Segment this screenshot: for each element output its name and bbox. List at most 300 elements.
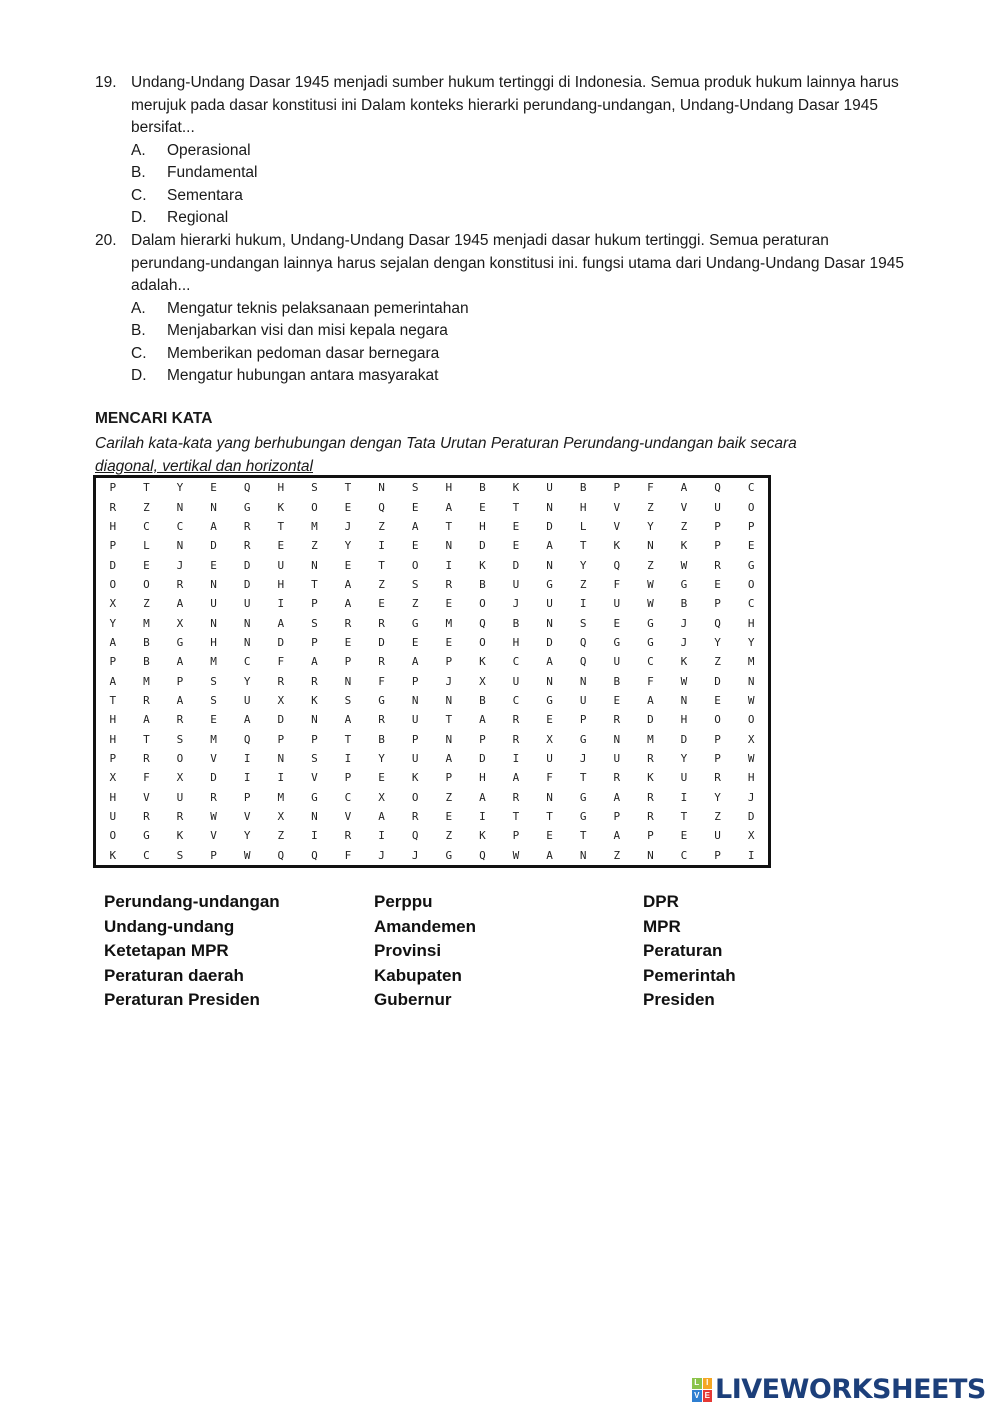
grid-cell[interactable]: R bbox=[176, 810, 184, 824]
grid-cell[interactable]: P bbox=[277, 732, 285, 746]
grid-cell[interactable]: H bbox=[479, 771, 486, 785]
grid-cell[interactable]: I bbox=[243, 771, 251, 785]
grid-cell[interactable]: R bbox=[512, 732, 520, 746]
grid-cell[interactable]: P bbox=[714, 732, 721, 746]
grid-cell[interactable]: U bbox=[613, 655, 621, 669]
grid-cell[interactable]: Z bbox=[613, 848, 621, 862]
grid-cell[interactable]: Z bbox=[143, 597, 150, 611]
grid-cell[interactable]: U bbox=[277, 558, 285, 572]
grid-cell[interactable]: P bbox=[109, 655, 117, 669]
grid-cell[interactable]: U bbox=[613, 752, 621, 766]
grid-cell[interactable]: A bbox=[344, 577, 352, 591]
grid-cell[interactable]: R bbox=[143, 810, 150, 824]
grid-cell[interactable]: G bbox=[378, 694, 385, 708]
grid-cell[interactable]: A bbox=[311, 655, 318, 669]
grid-cell[interactable]: P bbox=[344, 771, 352, 785]
grid-cell[interactable]: I bbox=[344, 752, 352, 766]
grid-cell[interactable]: R bbox=[109, 500, 117, 514]
grid-cell[interactable]: E bbox=[210, 558, 217, 572]
grid-cell[interactable]: D bbox=[680, 732, 688, 746]
grid-cell[interactable]: J bbox=[579, 752, 587, 766]
grid-cell[interactable]: O bbox=[747, 577, 755, 591]
grid-cell[interactable]: S bbox=[311, 481, 318, 495]
grid-cell[interactable]: E bbox=[714, 577, 721, 591]
grid-cell[interactable]: T bbox=[579, 829, 587, 843]
grid-cell[interactable]: B bbox=[143, 635, 150, 649]
grid-cell[interactable]: H bbox=[277, 481, 285, 495]
grid-cell[interactable]: E bbox=[445, 810, 453, 824]
grid-cell[interactable]: J bbox=[176, 558, 184, 572]
grid-cell[interactable]: X bbox=[109, 771, 117, 785]
grid-cell[interactable]: J bbox=[378, 848, 385, 862]
grid-cell[interactable]: U bbox=[243, 597, 251, 611]
grid-cell[interactable]: T bbox=[344, 481, 352, 495]
grid-cell[interactable]: A bbox=[176, 655, 184, 669]
grid-cell[interactable]: N bbox=[243, 635, 251, 649]
grid-cell[interactable]: X bbox=[747, 829, 755, 843]
grid-cell[interactable]: E bbox=[613, 694, 621, 708]
grid-cell[interactable]: X bbox=[277, 694, 285, 708]
grid-cell[interactable]: E bbox=[512, 539, 520, 553]
grid-cell[interactable]: K bbox=[479, 558, 486, 572]
grid-cell[interactable]: N bbox=[311, 810, 318, 824]
grid-cell[interactable]: A bbox=[411, 519, 419, 533]
grid-cell[interactable]: E bbox=[512, 519, 520, 533]
grid-cell[interactable]: C bbox=[176, 519, 184, 533]
grid-cell[interactable]: A bbox=[479, 713, 486, 727]
grid-cell[interactable]: M bbox=[311, 519, 318, 533]
grid-cell[interactable]: G bbox=[647, 616, 654, 630]
grid-cell[interactable]: P bbox=[479, 732, 486, 746]
grid-cell[interactable]: S bbox=[411, 481, 419, 495]
grid-cell[interactable]: G bbox=[747, 558, 755, 572]
grid-cell[interactable]: Z bbox=[647, 558, 654, 572]
grid-cell[interactable]: I bbox=[277, 771, 285, 785]
grid-cell[interactable]: S bbox=[311, 616, 318, 630]
grid-cell[interactable]: V bbox=[344, 810, 352, 824]
grid-cell[interactable]: H bbox=[512, 635, 520, 649]
grid-cell[interactable]: P bbox=[714, 848, 721, 862]
grid-cell[interactable]: D bbox=[747, 810, 755, 824]
grid-cell[interactable]: I bbox=[747, 848, 755, 862]
grid-cell[interactable]: Z bbox=[579, 577, 587, 591]
grid-cell[interactable]: O bbox=[479, 635, 486, 649]
grid-cell[interactable]: R bbox=[344, 616, 352, 630]
grid-cell[interactable]: Q bbox=[411, 829, 419, 843]
grid-cell[interactable]: V bbox=[210, 752, 217, 766]
grid-cell[interactable]: K bbox=[479, 829, 486, 843]
grid-cell[interactable]: G bbox=[546, 577, 553, 591]
grid-cell[interactable]: B bbox=[479, 694, 486, 708]
grid-cell[interactable]: O bbox=[176, 752, 184, 766]
grid-cell[interactable]: A bbox=[378, 810, 385, 824]
grid-cell[interactable]: F bbox=[546, 771, 553, 785]
grid-cell[interactable]: R bbox=[311, 674, 318, 688]
grid-cell[interactable]: M bbox=[143, 616, 150, 630]
grid-cell[interactable]: R bbox=[647, 790, 654, 804]
grid-cell[interactable]: F bbox=[613, 577, 621, 591]
grid-cell[interactable]: C bbox=[647, 655, 654, 669]
grid-cell[interactable]: U bbox=[613, 597, 621, 611]
grid-cell[interactable]: I bbox=[277, 597, 285, 611]
grid-cell[interactable]: G bbox=[680, 577, 688, 591]
grid-cell[interactable]: A bbox=[109, 635, 117, 649]
grid-cell[interactable]: O bbox=[714, 713, 721, 727]
grid-cell[interactable]: I bbox=[378, 539, 385, 553]
grid-cell[interactable]: G bbox=[546, 694, 553, 708]
grid-cell[interactable]: Z bbox=[378, 577, 385, 591]
grid-cell[interactable]: O bbox=[311, 500, 318, 514]
grid-cell[interactable]: N bbox=[277, 752, 285, 766]
grid-cell[interactable]: N bbox=[210, 577, 217, 591]
grid-cell[interactable]: P bbox=[714, 752, 721, 766]
grid-cell[interactable]: H bbox=[680, 713, 688, 727]
grid-cell[interactable]: C bbox=[243, 655, 251, 669]
grid-cell[interactable]: P bbox=[311, 635, 318, 649]
grid-cell[interactable]: H bbox=[579, 500, 587, 514]
grid-cell[interactable]: A bbox=[277, 616, 285, 630]
grid-cell[interactable]: I bbox=[479, 810, 486, 824]
grid-cell[interactable]: A bbox=[680, 481, 688, 495]
grid-cell[interactable]: I bbox=[680, 790, 688, 804]
grid-cell[interactable]: Q bbox=[243, 732, 251, 746]
grid-cell[interactable]: Y bbox=[109, 616, 117, 630]
grid-cell[interactable]: Q bbox=[479, 848, 486, 862]
grid-cell[interactable]: P bbox=[176, 674, 184, 688]
grid-cell[interactable]: K bbox=[277, 500, 285, 514]
grid-cell[interactable]: M bbox=[143, 674, 150, 688]
grid-cell[interactable]: Y bbox=[344, 539, 352, 553]
grid-cell[interactable]: W bbox=[680, 674, 688, 688]
grid-cell[interactable]: E bbox=[411, 539, 419, 553]
grid-cell[interactable]: X bbox=[546, 732, 553, 746]
grid-cell[interactable]: W bbox=[512, 848, 520, 862]
grid-cell[interactable]: J bbox=[747, 790, 755, 804]
grid-cell[interactable]: K bbox=[176, 829, 184, 843]
option-a[interactable] bbox=[131, 140, 905, 163]
grid-cell[interactable]: D bbox=[512, 558, 520, 572]
grid-cell[interactable]: T bbox=[311, 577, 318, 591]
grid-cell[interactable]: R bbox=[613, 771, 621, 785]
grid-cell[interactable]: E bbox=[445, 635, 453, 649]
grid-cell[interactable]: N bbox=[210, 616, 217, 630]
grid-cell[interactable]: A bbox=[546, 539, 553, 553]
grid-cell[interactable]: U bbox=[243, 694, 251, 708]
grid-cell[interactable]: N bbox=[176, 539, 184, 553]
grid-cell[interactable]: M bbox=[277, 790, 285, 804]
grid-cell[interactable]: D bbox=[647, 713, 654, 727]
grid-cell[interactable]: M bbox=[210, 655, 217, 669]
grid-cell[interactable]: R bbox=[411, 810, 419, 824]
grid-cell[interactable]: F bbox=[143, 771, 150, 785]
grid-cell[interactable]: X bbox=[109, 597, 117, 611]
grid-cell[interactable]: C bbox=[512, 694, 520, 708]
grid-cell[interactable]: C bbox=[747, 481, 755, 495]
grid-cell[interactable]: E bbox=[546, 713, 553, 727]
grid-cell[interactable]: P bbox=[714, 519, 721, 533]
grid-cell[interactable]: T bbox=[680, 810, 688, 824]
grid-cell[interactable]: R bbox=[344, 829, 352, 843]
grid-cell[interactable]: E bbox=[747, 539, 755, 553]
grid-cell[interactable]: R bbox=[378, 616, 385, 630]
grid-cell[interactable]: Q bbox=[277, 848, 285, 862]
grid-cell[interactable]: R bbox=[647, 752, 654, 766]
grid-cell[interactable]: T bbox=[445, 713, 453, 727]
grid-cell[interactable]: P bbox=[411, 732, 419, 746]
grid-cell[interactable]: N bbox=[176, 500, 184, 514]
grid-cell[interactable]: C bbox=[143, 519, 150, 533]
grid-cell[interactable]: P bbox=[747, 519, 755, 533]
grid-cell[interactable]: Z bbox=[647, 500, 654, 514]
grid-cell[interactable]: N bbox=[579, 848, 587, 862]
grid-cell[interactable]: T bbox=[344, 732, 352, 746]
grid-cell[interactable]: D bbox=[210, 771, 217, 785]
grid-cell[interactable]: S bbox=[176, 848, 184, 862]
grid-cell[interactable]: A bbox=[344, 713, 352, 727]
grid-cell[interactable]: E bbox=[344, 558, 352, 572]
grid-cell[interactable]: T bbox=[546, 810, 553, 824]
grid-cell[interactable]: V bbox=[311, 771, 318, 785]
grid-cell[interactable]: R bbox=[378, 655, 385, 669]
grid-cell[interactable]: I bbox=[243, 752, 251, 766]
grid-cell[interactable]: P bbox=[344, 655, 352, 669]
grid-cell[interactable]: S bbox=[210, 694, 217, 708]
grid-cell[interactable]: U bbox=[546, 752, 553, 766]
grid-cell[interactable]: T bbox=[277, 519, 285, 533]
grid-cell[interactable]: K bbox=[512, 481, 520, 495]
grid-cell[interactable]: S bbox=[579, 616, 587, 630]
grid-cell[interactable]: U bbox=[109, 810, 117, 824]
grid-cell[interactable]: C bbox=[747, 597, 755, 611]
grid-cell[interactable]: Y bbox=[647, 519, 654, 533]
grid-cell[interactable]: R bbox=[647, 810, 654, 824]
grid-cell[interactable]: K bbox=[680, 655, 688, 669]
grid-cell[interactable]: R bbox=[143, 752, 150, 766]
grid-cell[interactable]: Z bbox=[411, 597, 419, 611]
grid-cell[interactable]: O bbox=[479, 597, 486, 611]
grid-cell[interactable]: P bbox=[109, 481, 117, 495]
grid-cell[interactable]: U bbox=[210, 597, 217, 611]
grid-cell[interactable]: V bbox=[210, 829, 217, 843]
grid-cell[interactable]: D bbox=[277, 635, 285, 649]
grid-cell[interactable]: Z bbox=[714, 810, 721, 824]
grid-cell[interactable]: P bbox=[109, 752, 117, 766]
grid-cell[interactable]: U bbox=[546, 597, 553, 611]
grid-cell[interactable]: N bbox=[613, 732, 621, 746]
grid-cell[interactable]: Y bbox=[176, 481, 184, 495]
grid-cell[interactable]: D bbox=[243, 577, 251, 591]
grid-cell[interactable]: E bbox=[277, 539, 285, 553]
grid-cell[interactable]: N bbox=[445, 732, 453, 746]
grid-cell[interactable]: C bbox=[344, 790, 352, 804]
grid-cell[interactable]: T bbox=[512, 810, 520, 824]
grid-cell[interactable]: V bbox=[613, 500, 621, 514]
grid-cell[interactable]: N bbox=[546, 558, 553, 572]
grid-cell[interactable]: G bbox=[243, 500, 251, 514]
grid-cell[interactable]: P bbox=[647, 829, 654, 843]
grid-cell[interactable]: T bbox=[109, 694, 117, 708]
grid-cell[interactable]: B bbox=[479, 481, 486, 495]
grid-cell[interactable]: C bbox=[143, 848, 150, 862]
grid-cell[interactable]: D bbox=[546, 635, 553, 649]
grid-cell[interactable]: G bbox=[579, 810, 587, 824]
grid-cell[interactable]: B bbox=[613, 674, 621, 688]
grid-cell[interactable]: R bbox=[243, 539, 251, 553]
grid-cell[interactable]: A bbox=[176, 597, 184, 611]
grid-cell[interactable]: U bbox=[512, 674, 520, 688]
grid-cell[interactable]: D bbox=[479, 752, 486, 766]
grid-cell[interactable]: T bbox=[445, 519, 453, 533]
grid-cell[interactable]: Q bbox=[613, 558, 621, 572]
grid-cell[interactable]: P bbox=[210, 848, 217, 862]
grid-cell[interactable]: I bbox=[579, 597, 587, 611]
grid-cell[interactable]: N bbox=[311, 713, 318, 727]
grid-cell[interactable]: T bbox=[143, 481, 150, 495]
grid-cell[interactable]: P bbox=[243, 790, 251, 804]
grid-cell[interactable]: G bbox=[311, 790, 318, 804]
grid-cell[interactable]: S bbox=[311, 752, 318, 766]
grid-cell[interactable]: S bbox=[411, 577, 419, 591]
grid-cell[interactable]: Q bbox=[579, 635, 587, 649]
grid-cell[interactable]: I bbox=[311, 829, 318, 843]
grid-cell[interactable]: R bbox=[176, 713, 184, 727]
grid-cell[interactable]: N bbox=[243, 616, 251, 630]
grid-cell[interactable]: X bbox=[176, 616, 184, 630]
grid-cell[interactable]: P bbox=[579, 713, 587, 727]
grid-cell[interactable]: E bbox=[210, 481, 217, 495]
grid-cell[interactable]: D bbox=[546, 519, 553, 533]
grid-cell[interactable]: P bbox=[714, 539, 721, 553]
grid-cell[interactable]: Y bbox=[714, 635, 721, 649]
grid-cell[interactable]: H bbox=[109, 732, 117, 746]
grid-cell[interactable]: U bbox=[714, 500, 721, 514]
grid-cell[interactable]: E bbox=[613, 616, 621, 630]
grid-cell[interactable]: V bbox=[243, 810, 251, 824]
grid-cell[interactable]: H bbox=[445, 481, 453, 495]
grid-cell[interactable]: R bbox=[243, 519, 251, 533]
grid-cell[interactable]: T bbox=[579, 771, 587, 785]
grid-cell[interactable]: A bbox=[479, 790, 486, 804]
grid-cell[interactable]: Y bbox=[579, 558, 587, 572]
grid-cell[interactable]: P bbox=[445, 655, 453, 669]
grid-cell[interactable]: W bbox=[747, 694, 755, 708]
grid-cell[interactable]: W bbox=[647, 597, 654, 611]
grid-cell[interactable]: E bbox=[680, 829, 688, 843]
grid-cell[interactable]: N bbox=[411, 694, 419, 708]
grid-cell[interactable]: N bbox=[445, 694, 453, 708]
grid-cell[interactable]: E bbox=[411, 500, 419, 514]
grid-cell[interactable]: C bbox=[680, 848, 688, 862]
grid-cell[interactable]: O bbox=[411, 790, 419, 804]
grid-cell[interactable]: S bbox=[210, 674, 217, 688]
grid-cell[interactable]: N bbox=[680, 694, 688, 708]
grid-cell[interactable]: R bbox=[445, 577, 453, 591]
grid-cell[interactable]: K bbox=[479, 655, 486, 669]
grid-cell[interactable]: W bbox=[210, 810, 217, 824]
grid-cell[interactable]: Z bbox=[445, 790, 453, 804]
grid-cell[interactable]: U bbox=[512, 577, 520, 591]
grid-cell[interactable]: R bbox=[277, 674, 285, 688]
grid-cell[interactable]: K bbox=[311, 694, 318, 708]
grid-cell[interactable]: E bbox=[445, 597, 453, 611]
grid-cell[interactable]: A bbox=[546, 655, 553, 669]
grid-cell[interactable]: Y bbox=[714, 790, 721, 804]
grid-cell[interactable]: F bbox=[344, 848, 352, 862]
grid-cell[interactable]: U bbox=[546, 481, 553, 495]
grid-cell[interactable]: U bbox=[411, 713, 419, 727]
grid-cell[interactable]: N bbox=[344, 674, 352, 688]
grid-cell[interactable]: N bbox=[546, 790, 553, 804]
grid-cell[interactable]: Q bbox=[243, 481, 251, 495]
grid-cell[interactable]: Z bbox=[311, 539, 318, 553]
grid-cell[interactable]: J bbox=[344, 519, 352, 533]
grid-cell[interactable]: K bbox=[411, 771, 419, 785]
grid-cell[interactable]: R bbox=[143, 694, 150, 708]
grid-cell[interactable]: E bbox=[344, 500, 352, 514]
grid-cell[interactable]: N bbox=[311, 558, 318, 572]
grid-cell[interactable]: H bbox=[747, 616, 755, 630]
grid-cell[interactable]: B bbox=[378, 732, 385, 746]
option-b[interactable] bbox=[131, 162, 905, 185]
grid-cell[interactable]: N bbox=[647, 848, 654, 862]
grid-cell[interactable]: Z bbox=[378, 519, 385, 533]
grid-cell[interactable]: H bbox=[747, 771, 755, 785]
grid-cell[interactable]: D bbox=[109, 558, 117, 572]
grid-cell[interactable]: A bbox=[243, 713, 251, 727]
grid-cell[interactable]: V bbox=[680, 500, 688, 514]
grid-cell[interactable]: H bbox=[277, 577, 285, 591]
grid-cell[interactable]: O bbox=[747, 713, 755, 727]
option-d[interactable] bbox=[131, 207, 905, 230]
grid-cell[interactable]: F bbox=[647, 481, 654, 495]
grid-cell[interactable]: M bbox=[445, 616, 453, 630]
grid-cell[interactable]: M bbox=[210, 732, 217, 746]
grid-cell[interactable]: D bbox=[243, 558, 251, 572]
grid-cell[interactable]: D bbox=[277, 713, 285, 727]
grid-cell[interactable]: E bbox=[344, 635, 352, 649]
grid-cell[interactable]: E bbox=[143, 558, 150, 572]
grid-cell[interactable]: B bbox=[579, 481, 587, 495]
grid-cell[interactable]: A bbox=[445, 752, 453, 766]
grid-cell[interactable]: T bbox=[579, 539, 587, 553]
option-b[interactable] bbox=[131, 320, 905, 343]
grid-cell[interactable]: Q bbox=[714, 481, 721, 495]
grid-cell[interactable]: P bbox=[512, 829, 520, 843]
grid-cell[interactable]: E bbox=[210, 713, 217, 727]
grid-cell[interactable]: W bbox=[243, 848, 251, 862]
grid-cell[interactable]: F bbox=[378, 674, 385, 688]
grid-cell[interactable]: Y bbox=[243, 829, 251, 843]
grid-cell[interactable]: Y bbox=[680, 752, 688, 766]
grid-cell[interactable]: J bbox=[445, 674, 453, 688]
grid-cell[interactable]: G bbox=[647, 635, 654, 649]
grid-cell[interactable]: A bbox=[613, 790, 621, 804]
grid-cell[interactable]: P bbox=[311, 732, 318, 746]
grid-cell[interactable]: O bbox=[109, 577, 117, 591]
grid-cell[interactable]: R bbox=[512, 713, 520, 727]
grid-cell[interactable]: X bbox=[747, 732, 755, 746]
grid-cell[interactable]: Z bbox=[714, 655, 721, 669]
option-c[interactable] bbox=[131, 343, 905, 366]
grid-cell[interactable]: O bbox=[109, 829, 117, 843]
grid-cell[interactable]: D bbox=[210, 539, 217, 553]
option-d[interactable] bbox=[131, 365, 905, 388]
grid-cell[interactable]: A bbox=[210, 519, 217, 533]
grid-cell[interactable]: L bbox=[143, 539, 150, 553]
grid-cell[interactable]: N bbox=[747, 674, 755, 688]
grid-cell[interactable]: P bbox=[411, 674, 419, 688]
grid-cell[interactable]: F bbox=[277, 655, 285, 669]
